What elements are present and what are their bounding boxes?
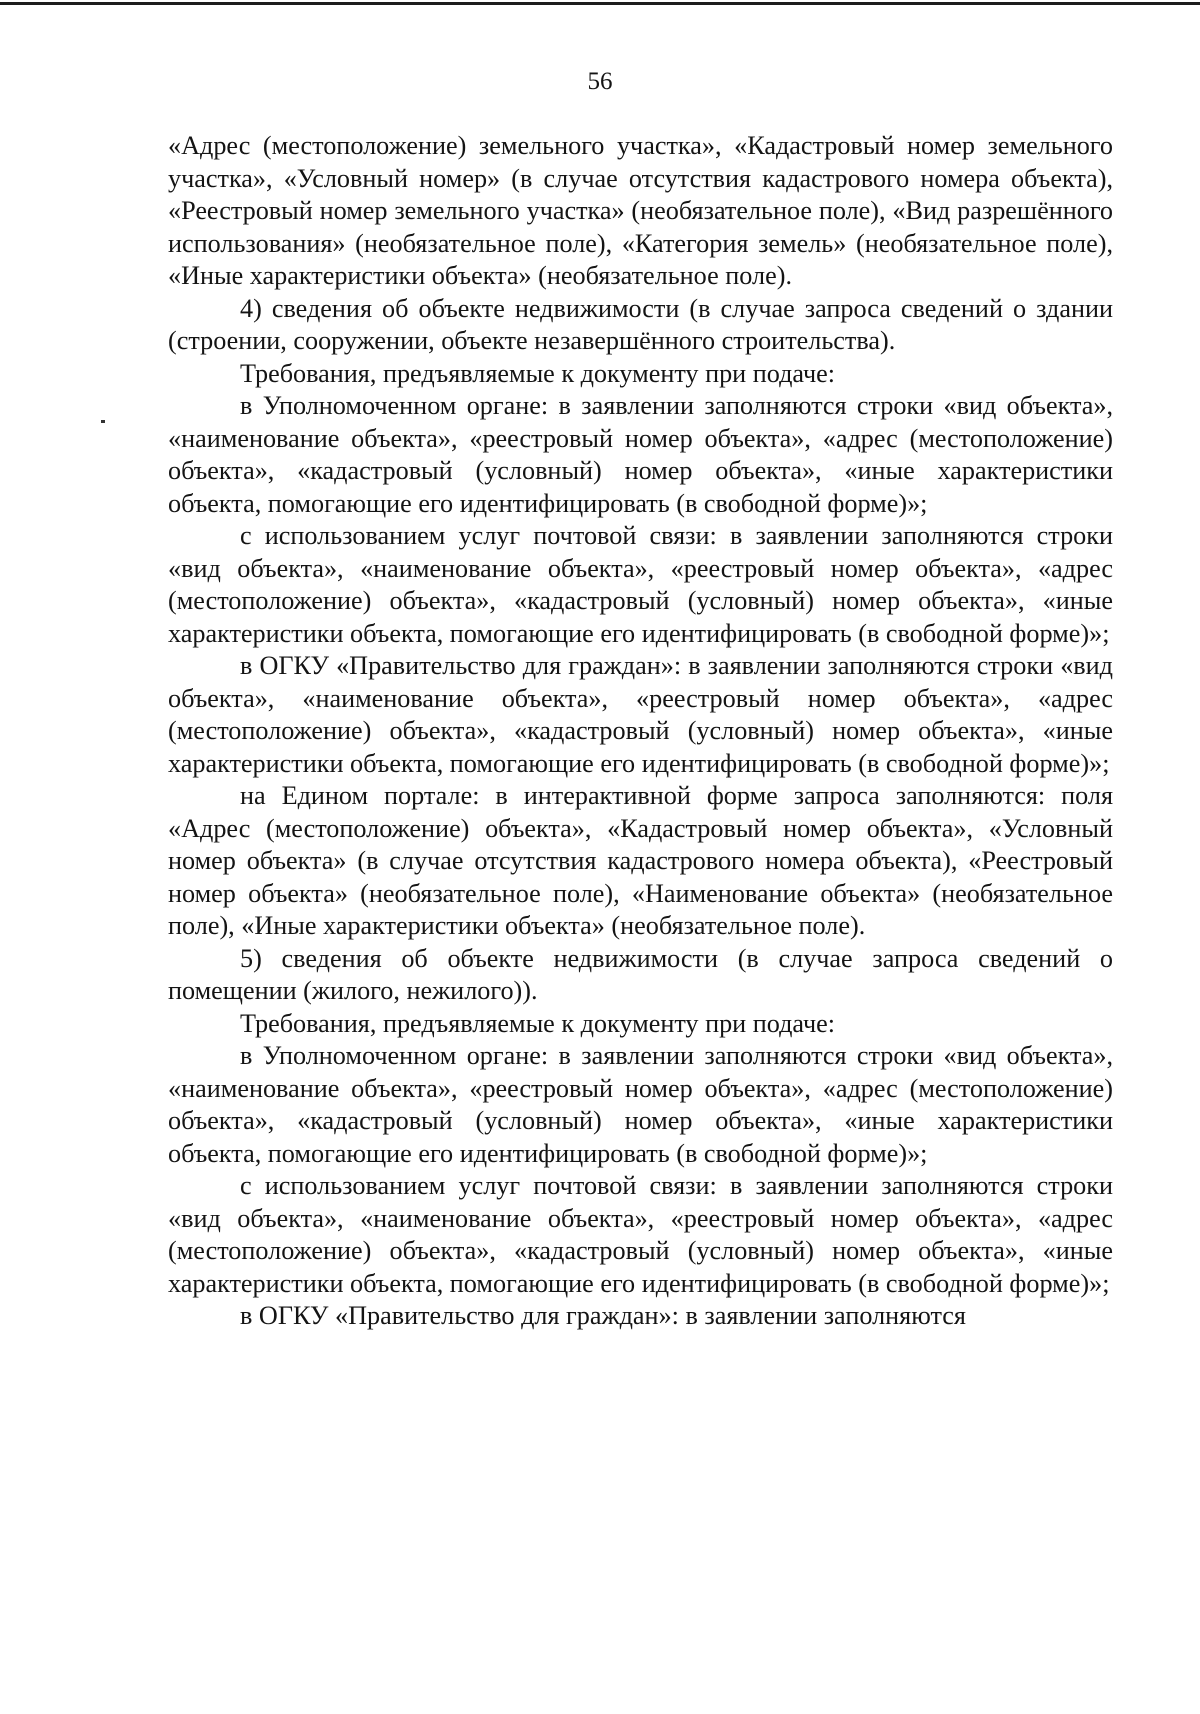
paragraph-continuation: «Адрес (местоположение) земельного участка», «Кадастровый номер земельного участка», «Условный номер» (в случае отсутствия кадастрового номера объекта), «Реестровый номер земельного участка» (необязательное поле), «Вид разрешённого использования» (необязательное поле), «Категория земель» (необязательное поле), «Иные характеристики объекта» (необязательное поле).: [168, 131, 1113, 290]
paragraph-unified-portal: на Едином портале: в интерактивной форме запроса заполняются: поля «Адрес (местоположение) объекта», «Кадастровый номер объекта», «Условный номер объекта» (в случае отсутствия кадастрового номера объекта), «Реестровый номер объекта» (необязательное поле), «Наименование объекта» (необязательное поле), «Иные характеристики объекта» (необязательное поле).: [168, 781, 1113, 940]
paragraph-requirements-heading: Требования, предъявляемые к документу при подаче:: [240, 358, 836, 388]
paragraph-item-5: 5) сведения об объекте недвижимости (в случае запроса сведений о помещении (жилого, нежилого)).: [168, 943, 1113, 1005]
page-number: 56: [587, 68, 613, 95]
paragraph-authorized-body: в Уполномоченном органе: в заявлении заполняются строки «вид объекта», «наименование объекта», «реестровый номер объекта», «адрес (местоположение) объекта», «кадастровый (условный) номер объекта», «иные характеристики объекта, помогающие его идентифицировать (в свободной форме)»;: [168, 391, 1113, 518]
document-body: [168, 130, 1113, 1333]
top-border-rule: [0, 2, 1200, 5]
paragraph-ogku: в ОГКУ «Правительство для граждан»: в заявлении заполняются строки «вид объекта», «наименование объекта», «реестровый номер объекта», «адрес (местоположение) объекта», «кадастровый (условный) номер объекта», «иные характеристики объекта, помогающие его идентифицировать (в свободной форме)»;: [168, 651, 1113, 778]
paragraph-requirements-heading: Требования, предъявляемые к документу при подаче:: [240, 1008, 836, 1038]
paragraph-postal-service: с использованием услуг почтовой связи: в заявлении заполняются строки «вид объекта», «наименование объекта», «реестровый номер объекта», «адрес (местоположение) объекта», «кадастровый (условный) номер объекта», «иные характеристики объекта, помогающие его идентифицировать (в свободной форме)»;: [168, 1171, 1113, 1298]
paragraph-postal-service: с использованием услуг почтовой связи: в заявлении заполняются строки «вид объекта», «наименование объекта», «реестровый номер объекта», «адрес (местоположение) объекта», «кадастровый (условный) номер объекта», «иные характеристики объекта, помогающие его идентифицировать (в свободной форме)»;: [168, 521, 1113, 648]
paragraph-ogku: в ОГКУ «Правительство для граждан»: в заявлении заполняются: [240, 1301, 966, 1330]
scan-speck: [101, 420, 105, 423]
paragraph-authorized-body: в Уполномоченном органе: в заявлении заполняются строки «вид объекта», «наименование объекта», «реестровый номер объекта», «адрес (местоположение) объекта», «кадастровый (условный) номер объекта», «иные характеристики объекта, помогающие его идентифицировать (в свободной форме)»;: [168, 1041, 1113, 1168]
paragraph-item-4: 4) сведения об объекте недвижимости (в случае запроса сведений о здании (строении, сооружении, объекте незавершённого строительства).: [168, 293, 1113, 355]
